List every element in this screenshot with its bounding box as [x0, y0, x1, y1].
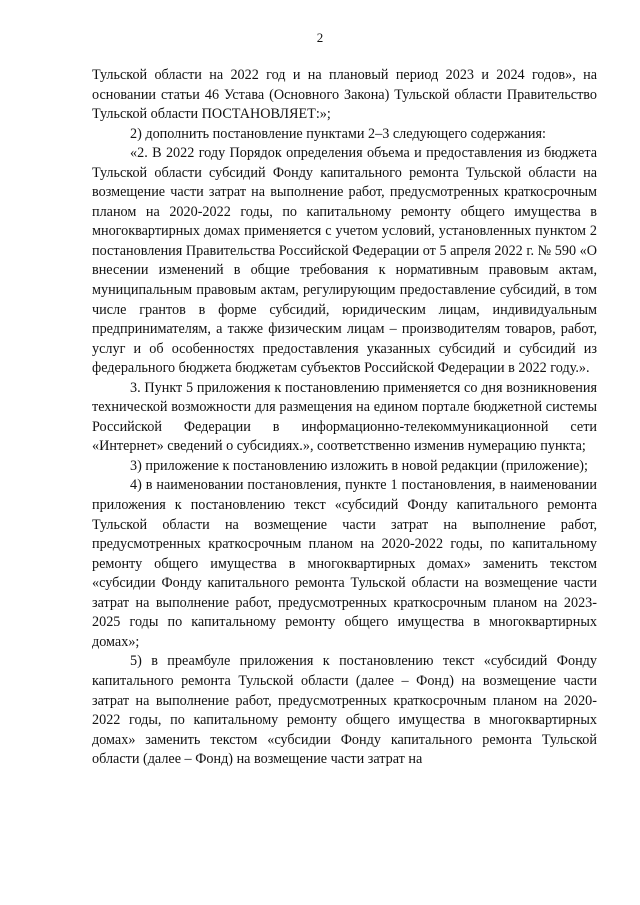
paragraph-preamble-continuation: Тульской области на 2022 год и на плановый период 2023 и 2024 годов», на основании статьи 46 Устава (Основного Закона) Тульской области Правительство Тульской области ПОСТАНОВЛЯЕТ:»;	[92, 67, 597, 123]
paragraph-quoted-point-2: «2. В 2022 году Порядок определения объема и предоставления из бюджета Тульской области субсидий Фонду капитального ремонта Тульской области на возмещение части затрат на выполнение работ, предусмотренных краткосрочным планом на 2020-2022 годы, по капитальному ремонту общего имущества в многоквартирных домах применяется с учетом условий, установленных пунктом 2 постановления Правительства Российской Федерации от 5 апреля 2022 г. № 590 «О внесении изменений в общие требования к нормативным правовым актам, муниципальным правовым актам, регулирующим предоставление субсидий, в том числе грантов в форме субсидий, юридическим лицам, индивидуальным предпринимателям, а также физическим лицам – производителям товаров, работ, услуг и об особенностях предоставления указанных субсидий и субсидий из федерального бюджета бюджетам субъектов Российской Федерации в 2022 году.».	[92, 145, 597, 377]
document-body	[92, 66, 597, 770]
page-number: 2	[316, 30, 324, 45]
paragraph-quoted-point-3: 3. Пункт 5 приложения к постановлению применяется со дня возникновения технической возможности для размещения на едином портале бюджетной системы Российской Федерации в информационно-телекоммуникационной сети «Интернет» сведений о субсидиях.», соответственно изменив нумерацию пункта;	[92, 379, 597, 455]
paragraph-item-2: 2) дополнить постановление пунктами 2–3 следующего содержания:	[130, 125, 546, 142]
paragraph-item-5: 5) в преамбуле приложения к постановлению текст «субсидий Фонду капитального ремонта Тульской области (далее – Фонд) на возмещение части затрат на выполнение работ, предусмотренных краткосрочным планом на 2020-2022 годы, по капитальному ремонту общего имущества в многоквартирных домах» заменить текстом «субсидии Фонду капитального ремонта Тульской области (далее – Фонд) на возмещение части затрат на	[92, 653, 597, 768]
paragraph-item-4: 4) в наименовании постановления, пункте 1 постановления, в наименовании приложения к постановлению текст «субсидий Фонду капитального ремонта Тульской области на возмещение части затрат на выполнение работ, предусмотренных краткосрочным планом на 2020-2022 годы, по капитальному ремонту общего имущества в многоквартирных домах» заменить текстом «субсидии Фонду капитального ремонта Тульской области на возмещение части затрат на выполнение работ, предусмотренных краткосрочным планом на 2023-2025 годы по капитальному ремонту общего имущества в многоквартирных домах»;	[92, 477, 597, 650]
paragraph-item-3: 3) приложение к постановлению изложить в новой редакции (приложение);	[130, 457, 588, 474]
